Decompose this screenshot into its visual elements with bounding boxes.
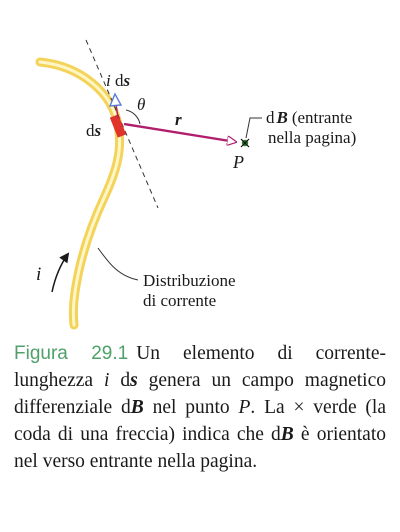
distribution-label-line2: di corrente bbox=[143, 291, 217, 310]
distribution-leader-line bbox=[98, 248, 138, 280]
ids-label: i ds bbox=[106, 71, 131, 90]
theta-label: θ bbox=[137, 95, 146, 114]
r-label: r bbox=[175, 110, 182, 129]
figure-number: Figura 29.1 bbox=[14, 343, 129, 364]
cross-icon bbox=[241, 139, 249, 147]
point-p-label: P bbox=[233, 152, 244, 172]
ds-label: ds bbox=[86, 121, 102, 140]
db-leader-line bbox=[246, 118, 262, 138]
db-label-line2: nella pagina) bbox=[268, 128, 357, 147]
figure-caption: Figura 29.1 Un elemento di corrente-lunghezza i ds genera un campo magnetico differenziale dB nel punto P. La × verde (la coda di una freccia) indica che dB è orientato nel verso entrante nella pagina. bbox=[14, 343, 387, 472]
current-i-label: i bbox=[36, 264, 42, 285]
db-label: d B (entrante bbox=[266, 108, 353, 127]
current-direction-arrow bbox=[52, 254, 68, 292]
distribution-label-line1: Distribuzione bbox=[143, 271, 236, 290]
